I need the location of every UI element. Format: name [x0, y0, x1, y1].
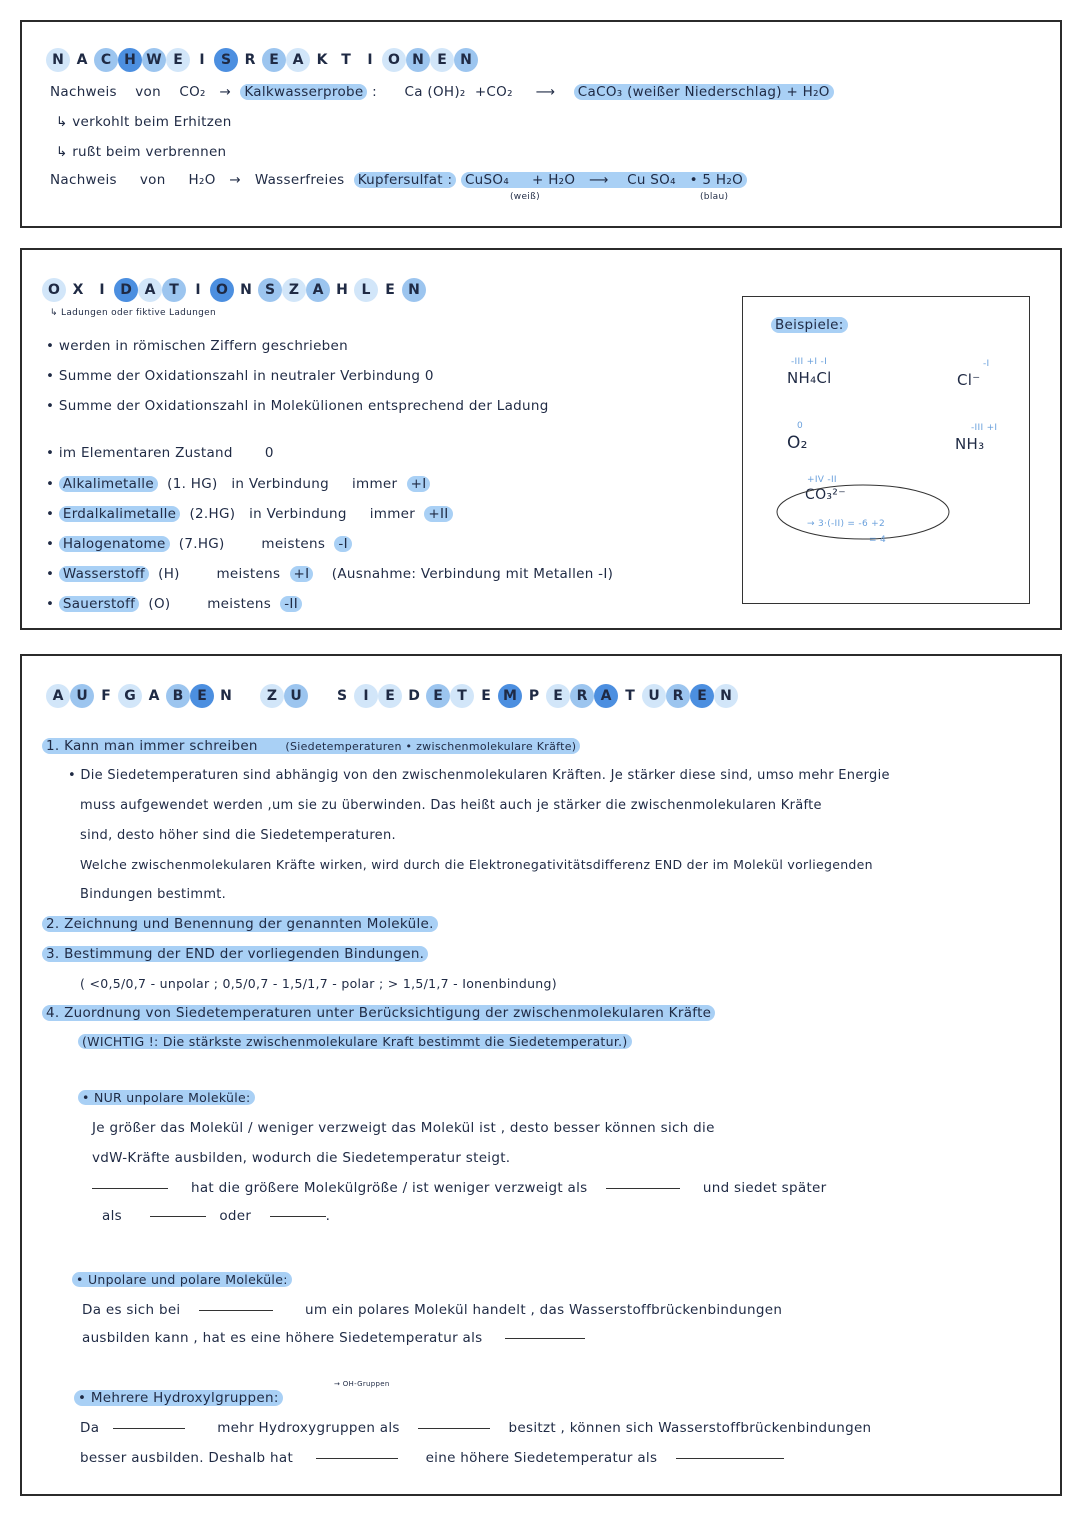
title-letter: S [336, 688, 348, 704]
title-space [238, 684, 260, 708]
blank[interactable] [505, 1337, 585, 1339]
title-letter: T [625, 688, 635, 704]
title-letter: T [450, 684, 474, 708]
title-letter: E [690, 684, 714, 708]
b2-line2: ausbilden kann , hat es eine höhere Siedetemperatur als [82, 1330, 585, 1346]
ex1: NH₄Cl [787, 369, 832, 387]
b3-line1: Da mehr Hydroxygruppen als besitzt , können sich Wasserstoffbrückenbindungen [80, 1420, 872, 1436]
title-letter: I [199, 52, 205, 68]
title-space [308, 684, 330, 708]
p1-line5: Bindungen bestimmt. [80, 887, 227, 902]
b2-line1: Da es sich bei um ein polares Molekül handelt , das Wasserstoffbrückenbindungen [82, 1302, 783, 1318]
ox-subtitle: ↳ Ladungen oder fiktive Ladungen [50, 308, 217, 318]
title-letter: U [284, 684, 308, 708]
task-3: 3. Bestimmung der END der vorliegenden Bindungen. [42, 946, 428, 962]
task-4-note: (WICHTIG !: Die stärkste zwischenmolekulare Kraft bestimmt die Siedetemperatur.) [78, 1034, 632, 1050]
title-letter: N [406, 48, 430, 72]
ex1-ox: -III +I -I [791, 357, 828, 367]
ox-rule-2: • Summe der Oxidationszahl in neutraler Verbindung 0 [46, 368, 434, 384]
title-letter: U [642, 684, 666, 708]
title-letter: R [244, 52, 256, 68]
title-letter: E [430, 48, 454, 72]
p1-line1: • Die Siedetemperaturen sind abhängig von den zwischenmolekularen Kräften. Je stärker diese sind, umso mehr Energie [68, 768, 890, 783]
ox-list-item: • Sauerstoff (O) meistens -II [46, 596, 320, 612]
ex5-ox: +IV -II [807, 475, 837, 485]
section-aufgaben [20, 654, 1062, 1496]
title-letter: A [306, 278, 330, 302]
title-letter: E [385, 282, 395, 298]
b1-line2: vdW-Kräfte ausbilden, wodurch die Siedetemperatur steigt. [92, 1150, 511, 1166]
blank[interactable] [316, 1457, 398, 1459]
blank[interactable] [606, 1187, 680, 1189]
verkohlt-row: ↳ verkohlt beim Erhitzen [56, 114, 232, 130]
title-letter: H [336, 282, 348, 298]
task-1: 1. Kann man immer schreiben (Siedetemperaturen • zwischenmolekulare Kräfte) [42, 738, 580, 754]
b3-head: • Mehrere Hydroxylgruppen: [74, 1390, 283, 1406]
ox-rule-3: • Summe der Oxidationszahl in Molekülionen entsprechend der Ladung [46, 398, 549, 414]
section1-title [46, 48, 478, 72]
ex5-ellipse [773, 481, 953, 543]
title-letter: W [142, 48, 166, 72]
section2-title [42, 278, 426, 302]
ox-list-item: • Halogenatome (7.HG) meistens -I [46, 536, 370, 552]
title-letter: F [101, 688, 111, 704]
b1-line3: hat die größere Molekülgröße / ist weniger verzweigt als und siedet später [92, 1180, 827, 1196]
title-letter: A [594, 684, 618, 708]
b2-head: • Unpolare und polare Moleküle: [72, 1272, 292, 1288]
title-letter: E [426, 684, 450, 708]
title-letter: B [166, 684, 190, 708]
examples-label: Beispiele: [771, 317, 848, 333]
title-letter: U [70, 684, 94, 708]
p1-line2: muss aufgewendet werden ,um sie zu überwinden. Das heißt auch je stärker die zwischenmolekularen Kräfte [80, 798, 822, 813]
title-letter: O [210, 278, 234, 302]
nachweis-co2-row: Nachweis von CO₂ → Kalkwasserprobe : Ca (OH)₂ +CO₂ ⟶ CaCO₃ (weißer Niederschlag) + H₂O [50, 84, 834, 100]
title-letter: E [546, 684, 570, 708]
examples-box [742, 296, 1030, 604]
ex5-calc1: → 3·(-II) = -6 +2 [807, 519, 886, 529]
p1-line3: sind, desto höher sind die Siedetemperaturen. [80, 828, 396, 843]
ox-elementar: • im Elementaren Zustand 0 [46, 445, 274, 461]
b1-head: • NUR unpolare Moleküle: [78, 1090, 255, 1106]
title-letter: E [481, 688, 491, 704]
title-letter: A [76, 52, 88, 68]
title-letter: S [258, 278, 282, 302]
blank[interactable] [113, 1427, 185, 1429]
ex5-calc2: = 4 [869, 535, 887, 545]
blank[interactable] [418, 1427, 490, 1429]
title-letter: I [195, 282, 201, 298]
ex4: NH₃ [955, 435, 985, 453]
russt-row: ↳ rußt beim verbrennen [56, 144, 227, 160]
title-letter: I [367, 52, 373, 68]
ex3-ox: 0 [797, 421, 804, 431]
ex2-ox: -I [983, 359, 990, 369]
title-letter: L [354, 278, 378, 302]
ex5: CO₃²⁻ [805, 487, 846, 503]
task-4: 4. Zuordnung von Siedetemperaturen unter Berücksichtigung der zwischenmolekularen Kräfte [42, 1005, 715, 1021]
blank[interactable] [199, 1309, 273, 1311]
title-letter: A [148, 688, 160, 704]
ox-list-item: • Wasserstoff (H) meistens +I (Ausnahme: Verbindung mit Metallen -I) [46, 566, 614, 582]
title-letter: N [402, 278, 426, 302]
title-letter: A [286, 48, 310, 72]
ex4-ox: -III +I [971, 423, 998, 433]
cuso4-weiss-label: (weiß) [510, 192, 540, 202]
title-letter: I [354, 684, 378, 708]
ox-list-item: • Erdalkalimetalle (2.HG) in Verbindung immer +II [46, 506, 471, 522]
ox-rule-1: • werden in römischen Ziffern geschrieben [46, 338, 349, 354]
title-letter: Z [282, 278, 306, 302]
title-letter: P [528, 688, 540, 704]
title-letter: N [240, 282, 252, 298]
title-letter: O [42, 278, 66, 302]
title-letter: I [99, 282, 105, 298]
section-oxidationszahlen [20, 248, 1062, 630]
title-letter: D [114, 278, 138, 302]
task-2: 2. Zeichnung und Benennung der genannten Moleküle. [42, 916, 438, 932]
title-letter: Z [260, 684, 284, 708]
title-letter: N [714, 684, 738, 708]
section3-title [46, 684, 738, 708]
title-letter: R [666, 684, 690, 708]
title-letter: A [138, 278, 162, 302]
title-letter: T [341, 52, 351, 68]
b3-line2: besser ausbilden. Deshalb hat eine höhere Siedetemperatur als [80, 1450, 784, 1466]
title-letter: D [408, 688, 420, 704]
title-letter: R [570, 684, 594, 708]
ex2: Cl⁻ [957, 371, 981, 389]
blank[interactable] [150, 1215, 206, 1217]
title-letter: E [166, 48, 190, 72]
task-3-note: ( <0,5/0,7 - unpolar ; 0,5/0,7 - 1,5/1,7 - polar ; > 1,5/1,7 - Ionenbindung) [80, 976, 557, 991]
nachweis-h2o-row: Nachweis von H₂O → Wasserfreies Kupfersulfat : CuSO₄ + H₂O ⟶ Cu SO₄ • 5 H₂O [50, 172, 747, 188]
b3-note: → OH-Gruppen [334, 1380, 390, 1388]
title-letter: A [46, 684, 70, 708]
title-letter: C [94, 48, 118, 72]
ex3: O₂ [787, 433, 808, 453]
title-letter: N [220, 688, 232, 704]
section-nachweisreaktionen [20, 20, 1062, 228]
title-letter: T [162, 278, 186, 302]
ox-list-item: • Alkalimetalle (1. HG) in Verbindung immer +I [46, 476, 449, 492]
title-letter: K [316, 52, 328, 68]
p1-line4: Welche zwischenmolekularen Kräfte wirken, wird durch die Elektronegativitätsdifferenz END der im Molekül vorliegenden [80, 857, 873, 872]
title-letter: X [72, 282, 84, 298]
title-letter: O [382, 48, 406, 72]
title-letter: H [118, 48, 142, 72]
title-letter: N [454, 48, 478, 72]
cuso4-blau-label: (blau) [700, 192, 729, 202]
title-letter: M [498, 684, 522, 708]
title-letter: S [214, 48, 238, 72]
title-letter: N [46, 48, 70, 72]
b1-line4: als oder . [102, 1208, 331, 1224]
title-letter: E [378, 684, 402, 708]
title-letter: E [262, 48, 286, 72]
b1-line1: Je größer das Molekül / weniger verzweigt das Molekül ist , desto besser können sich die [92, 1120, 715, 1136]
title-letter: E [190, 684, 214, 708]
blank[interactable] [676, 1457, 784, 1459]
title-letter: G [118, 684, 142, 708]
blank[interactable] [92, 1187, 168, 1189]
blank[interactable] [270, 1215, 326, 1217]
